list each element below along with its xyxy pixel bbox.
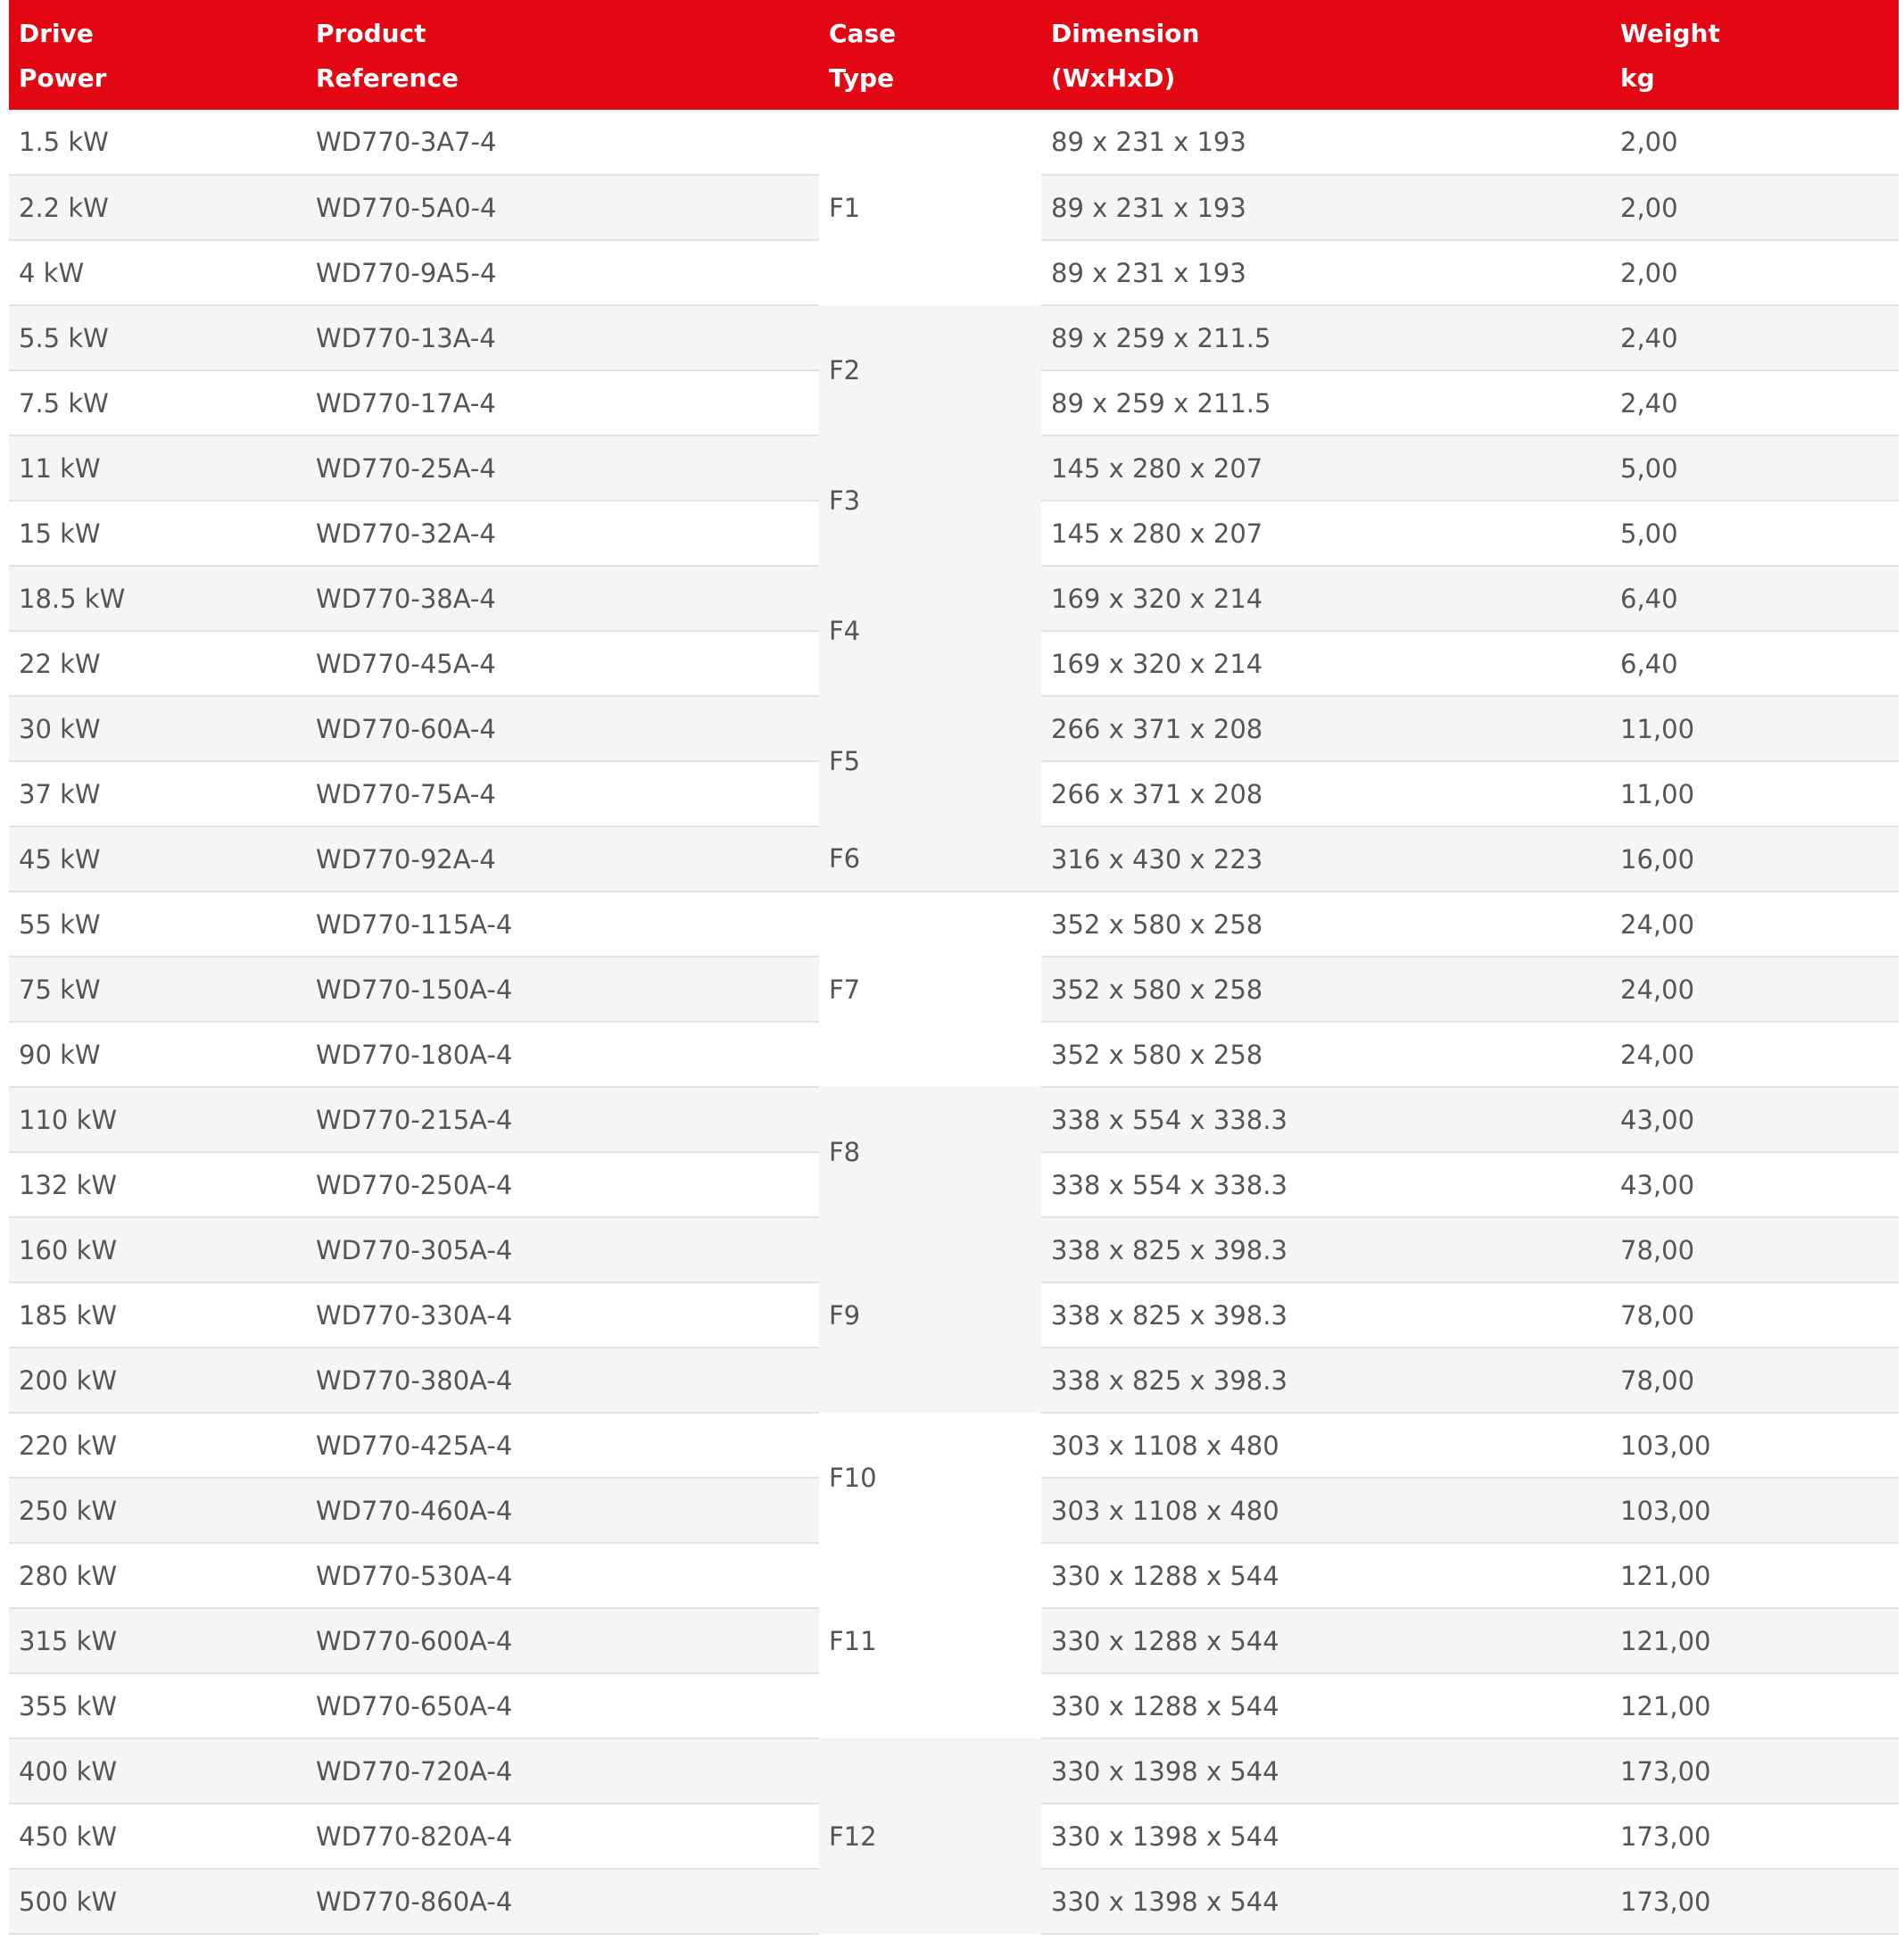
cell-drive-power: 1.5 kW: [9, 110, 306, 175]
table-row: [9, 435, 1899, 501]
cell-dimension: 338 x 554 x 338.3: [1041, 1087, 1610, 1152]
cell-weight: 24,00: [1610, 892, 1899, 957]
header-dimension: [1041, 0, 1610, 110]
cell-dimension: 316 x 430 x 223: [1041, 826, 1610, 892]
cell-dimension: 145 x 280 x 207: [1041, 501, 1610, 566]
cell-drive-power: 7.5 kW: [9, 370, 306, 435]
cell-weight: 5,00: [1610, 435, 1899, 501]
header-dimension-line2: (WxHxD): [1051, 63, 1176, 93]
cell-case-type: F10: [819, 1413, 1041, 1543]
cell-dimension: 145 x 280 x 207: [1041, 435, 1610, 501]
cell-product-reference: WD770-25A-4: [306, 435, 819, 501]
cell-case-type: F2: [819, 305, 1041, 435]
cell-product-reference: WD770-92A-4: [306, 826, 819, 892]
cell-drive-power: 90 kW: [9, 1022, 306, 1087]
cell-case-type: F3: [819, 435, 1041, 566]
cell-weight: 2,40: [1610, 370, 1899, 435]
cell-weight: 173,00: [1610, 1804, 1899, 1869]
cell-weight: 43,00: [1610, 1087, 1899, 1152]
cell-weight: 43,00: [1610, 1152, 1899, 1217]
cell-drive-power: 75 kW: [9, 957, 306, 1022]
table-row: [9, 1543, 1899, 1608]
cell-drive-power: 400 kW: [9, 1738, 306, 1804]
header-weight-line2: kg: [1620, 63, 1655, 93]
header-case-type-line1: Case: [829, 19, 897, 48]
cell-drive-power: 355 kW: [9, 1673, 306, 1738]
header-case-type: [819, 0, 1041, 110]
header-drive-power-line2: Power: [19, 63, 107, 93]
cell-product-reference: WD770-17A-4: [306, 370, 819, 435]
cell-dimension: 89 x 231 x 193: [1041, 110, 1610, 175]
cell-weight: 5,00: [1610, 501, 1899, 566]
cell-product-reference: WD770-720A-4: [306, 1738, 819, 1804]
cell-weight: 2,00: [1610, 240, 1899, 305]
specs-table-container: [9, 0, 1899, 1935]
table-row: [9, 305, 1899, 370]
cell-weight: 78,00: [1610, 1348, 1899, 1413]
table-row: [9, 1738, 1899, 1804]
cell-product-reference: WD770-3A7-4: [306, 110, 819, 175]
header-weight-line1: Weight: [1620, 19, 1720, 48]
cell-drive-power: 22 kW: [9, 631, 306, 696]
cell-product-reference: WD770-425A-4: [306, 1413, 819, 1478]
cell-dimension: 338 x 554 x 338.3: [1041, 1152, 1610, 1217]
cell-dimension: 330 x 1398 x 544: [1041, 1804, 1610, 1869]
cell-drive-power: 220 kW: [9, 1413, 306, 1478]
header-dimension-line1: Dimension: [1051, 19, 1200, 48]
table-row: [9, 110, 1899, 175]
cell-product-reference: WD770-5A0-4: [306, 175, 819, 240]
cell-case-type: F1: [819, 110, 1041, 305]
cell-dimension: 89 x 231 x 193: [1041, 175, 1610, 240]
cell-dimension: 352 x 580 x 258: [1041, 892, 1610, 957]
cell-product-reference: WD770-180A-4: [306, 1022, 819, 1087]
cell-weight: 173,00: [1610, 1869, 1899, 1934]
header-drive-power-line1: Drive: [19, 19, 94, 48]
cell-case-type: F8: [819, 1087, 1041, 1217]
cell-drive-power: 450 kW: [9, 1804, 306, 1869]
cell-drive-power: 18.5 kW: [9, 566, 306, 631]
cell-dimension: 338 x 825 x 398.3: [1041, 1348, 1610, 1413]
cell-product-reference: WD770-45A-4: [306, 631, 819, 696]
drive-specifications-table: [9, 0, 1899, 1935]
cell-drive-power: 11 kW: [9, 435, 306, 501]
cell-drive-power: 280 kW: [9, 1543, 306, 1608]
cell-product-reference: WD770-60A-4: [306, 696, 819, 761]
cell-dimension: 338 x 825 x 398.3: [1041, 1282, 1610, 1348]
cell-product-reference: WD770-75A-4: [306, 761, 819, 826]
cell-product-reference: WD770-215A-4: [306, 1087, 819, 1152]
cell-product-reference: WD770-860A-4: [306, 1869, 819, 1934]
cell-weight: 78,00: [1610, 1282, 1899, 1348]
table-body: [9, 110, 1899, 1934]
cell-product-reference: WD770-460A-4: [306, 1478, 819, 1543]
cell-product-reference: WD770-530A-4: [306, 1543, 819, 1608]
cell-weight: 78,00: [1610, 1217, 1899, 1282]
cell-drive-power: 160 kW: [9, 1217, 306, 1282]
cell-drive-power: 5.5 kW: [9, 305, 306, 370]
cell-dimension: 352 x 580 x 258: [1041, 957, 1610, 1022]
cell-drive-power: 4 kW: [9, 240, 306, 305]
header-row: [9, 0, 1899, 110]
cell-weight: 121,00: [1610, 1673, 1899, 1738]
header-product-reference-line2: Reference: [316, 63, 459, 93]
cell-drive-power: 110 kW: [9, 1087, 306, 1152]
cell-product-reference: WD770-38A-4: [306, 566, 819, 631]
header-case-type-line2: Type: [829, 63, 895, 93]
cell-dimension: 89 x 259 x 211.5: [1041, 370, 1610, 435]
table-row: [9, 696, 1899, 761]
cell-drive-power: 185 kW: [9, 1282, 306, 1348]
cell-weight: 6,40: [1610, 631, 1899, 696]
table-row: [9, 566, 1899, 631]
cell-weight: 24,00: [1610, 1022, 1899, 1087]
cell-dimension: 330 x 1398 x 544: [1041, 1738, 1610, 1804]
cell-dimension: 169 x 320 x 214: [1041, 631, 1610, 696]
cell-drive-power: 45 kW: [9, 826, 306, 892]
cell-drive-power: 2.2 kW: [9, 175, 306, 240]
cell-weight: 11,00: [1610, 761, 1899, 826]
cell-drive-power: 15 kW: [9, 501, 306, 566]
cell-product-reference: WD770-250A-4: [306, 1152, 819, 1217]
cell-product-reference: WD770-330A-4: [306, 1282, 819, 1348]
cell-product-reference: WD770-32A-4: [306, 501, 819, 566]
cell-product-reference: WD770-600A-4: [306, 1608, 819, 1673]
cell-dimension: 330 x 1288 x 544: [1041, 1608, 1610, 1673]
cell-dimension: 266 x 371 x 208: [1041, 696, 1610, 761]
table-row: [9, 1087, 1899, 1152]
table-row: [9, 892, 1899, 957]
cell-weight: 6,40: [1610, 566, 1899, 631]
cell-dimension: 330 x 1288 x 544: [1041, 1673, 1610, 1738]
cell-product-reference: WD770-13A-4: [306, 305, 819, 370]
cell-weight: 2,00: [1610, 110, 1899, 175]
cell-product-reference: WD770-115A-4: [306, 892, 819, 957]
cell-case-type: F11: [819, 1543, 1041, 1738]
table-row: [9, 826, 1899, 892]
header-product-reference: [306, 0, 819, 110]
cell-case-type: F6: [819, 826, 1041, 892]
cell-product-reference: WD770-9A5-4: [306, 240, 819, 305]
header-drive-power: [9, 0, 306, 110]
cell-weight: 103,00: [1610, 1413, 1899, 1478]
cell-dimension: 89 x 259 x 211.5: [1041, 305, 1610, 370]
cell-weight: 2,00: [1610, 175, 1899, 240]
cell-case-type: F4: [819, 566, 1041, 696]
cell-drive-power: 37 kW: [9, 761, 306, 826]
cell-dimension: 330 x 1398 x 544: [1041, 1869, 1610, 1934]
cell-case-type: F7: [819, 892, 1041, 1087]
table-header: [9, 0, 1899, 110]
cell-weight: 121,00: [1610, 1608, 1899, 1673]
cell-weight: 24,00: [1610, 957, 1899, 1022]
cell-drive-power: 250 kW: [9, 1478, 306, 1543]
cell-weight: 2,40: [1610, 305, 1899, 370]
header-product-reference-line1: Product: [316, 19, 426, 48]
cell-weight: 16,00: [1610, 826, 1899, 892]
cell-dimension: 303 x 1108 x 480: [1041, 1413, 1610, 1478]
cell-drive-power: 30 kW: [9, 696, 306, 761]
table-row: [9, 1413, 1899, 1478]
cell-weight: 173,00: [1610, 1738, 1899, 1804]
cell-weight: 103,00: [1610, 1478, 1899, 1543]
cell-dimension: 303 x 1108 x 480: [1041, 1478, 1610, 1543]
cell-weight: 121,00: [1610, 1543, 1899, 1608]
cell-drive-power: 132 kW: [9, 1152, 306, 1217]
cell-dimension: 338 x 825 x 398.3: [1041, 1217, 1610, 1282]
cell-drive-power: 55 kW: [9, 892, 306, 957]
cell-dimension: 89 x 231 x 193: [1041, 240, 1610, 305]
cell-dimension: 330 x 1288 x 544: [1041, 1543, 1610, 1608]
cell-dimension: 169 x 320 x 214: [1041, 566, 1610, 631]
table-row: [9, 1217, 1899, 1282]
cell-product-reference: WD770-820A-4: [306, 1804, 819, 1869]
cell-drive-power: 500 kW: [9, 1869, 306, 1934]
cell-case-type: F5: [819, 696, 1041, 826]
cell-product-reference: WD770-305A-4: [306, 1217, 819, 1282]
cell-weight: 11,00: [1610, 696, 1899, 761]
cell-dimension: 352 x 580 x 258: [1041, 1022, 1610, 1087]
cell-case-type: F9: [819, 1217, 1041, 1413]
cell-product-reference: WD770-380A-4: [306, 1348, 819, 1413]
cell-product-reference: WD770-150A-4: [306, 957, 819, 1022]
cell-drive-power: 315 kW: [9, 1608, 306, 1673]
cell-dimension: 266 x 371 x 208: [1041, 761, 1610, 826]
header-weight: [1610, 0, 1899, 110]
cell-drive-power: 200 kW: [9, 1348, 306, 1413]
cell-case-type: F12: [819, 1738, 1041, 1934]
cell-product-reference: WD770-650A-4: [306, 1673, 819, 1738]
